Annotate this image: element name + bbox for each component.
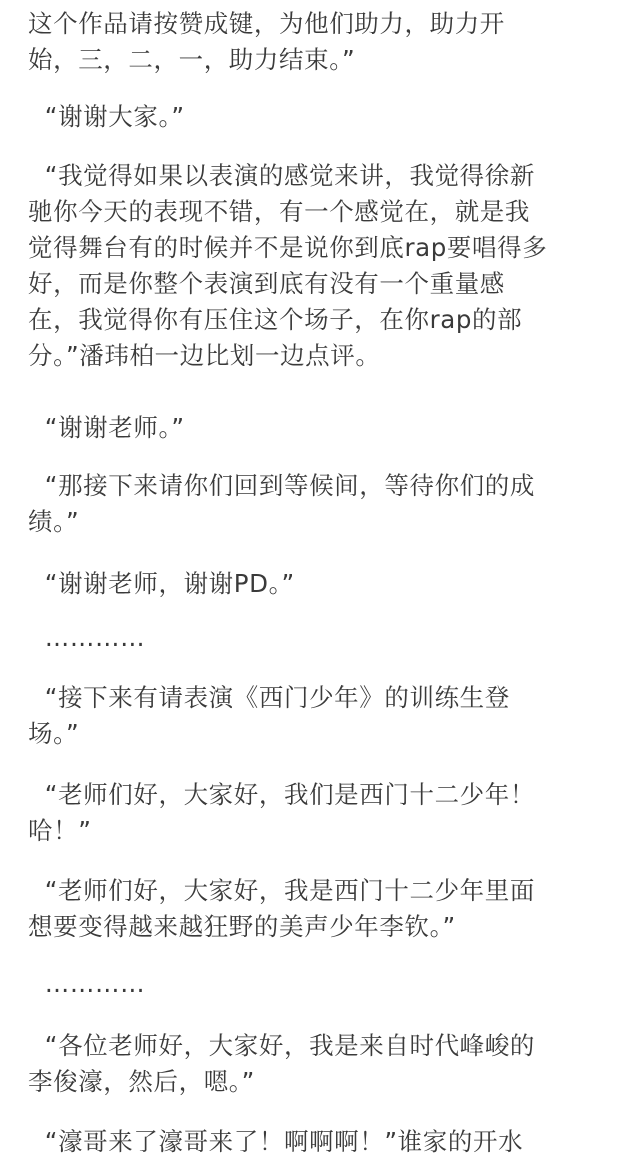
paragraph-11: “濠哥来了濠哥来了！啊啊啊！”谁家的开水 [28, 1127, 524, 1156]
paragraph-5: “那接下来请你们回到等候间，等待你们的成 绩。” [28, 471, 535, 536]
paragraph-4: “谢谢老师。” [28, 413, 185, 442]
paragraph-7: “接下来有请表演《西门少年》的训练生登 场。” [28, 683, 510, 748]
paragraph-2: “谢谢大家。” [28, 102, 185, 131]
paragraph-9: “老师们好，大家好，我是西门十二少年里面 想要变得越来越狂野的美声少年李钦。” [28, 876, 535, 941]
paragraph-3: “我觉得如果以表演的感觉来讲，我觉得徐新 驰你今天的表现不错，有一个感觉在，就是我 觉得舞台有的时候并不是说你到底rap要唱得多 好，而是你整个表演到底有没有一个重量感 在，我觉得你有压住这个场子，在你rap的部 分。”潘玮柏一边比划一边点评。 [28, 161, 548, 370]
ellipsis-divider-1: ………… [28, 623, 146, 652]
ellipsis-divider-2: ………… [28, 969, 146, 998]
paragraph-10: “各位老师好，大家好，我是来自时代峰峻的 李俊濠，然后，嗯。” [28, 1031, 535, 1096]
paragraph-6: “谢谢老师，谢谢PD。” [28, 569, 295, 598]
paragraph-8: “老师们好，大家好，我们是西门十二少年！ 哈！” [28, 780, 535, 845]
paragraph-1: 这个作品请按赞成键，为他们助力，助力开 始，三，二，一，助力结束。” [28, 9, 505, 74]
